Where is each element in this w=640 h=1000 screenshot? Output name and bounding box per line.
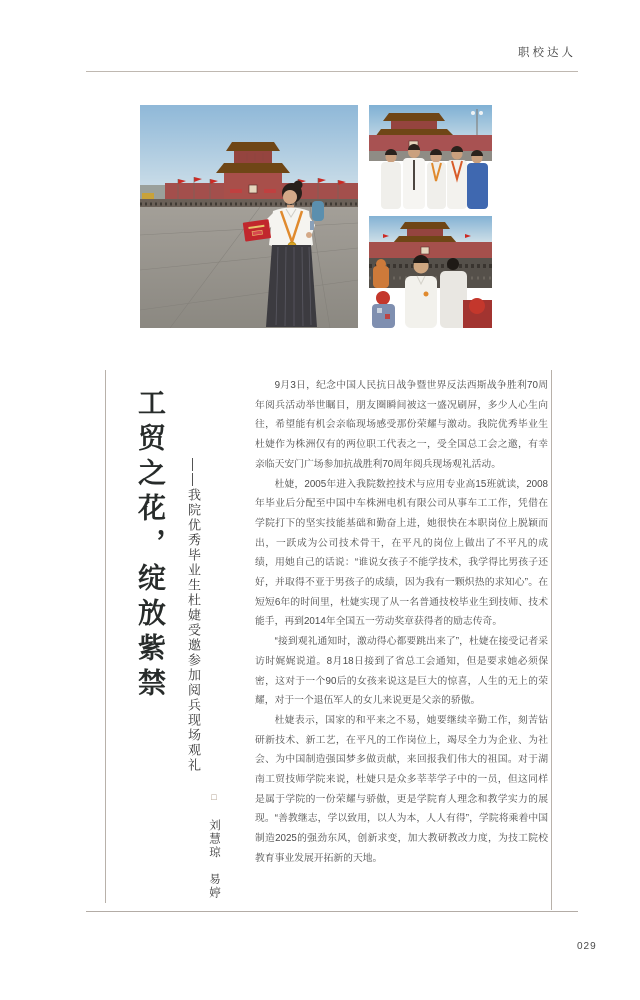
- article-body: [255, 376, 548, 869]
- header-rule: [86, 71, 578, 72]
- photo-small-group: [369, 105, 492, 209]
- article-subtitle-vertical: ——我院优秀毕业生杜婕受邀参加阅兵现场观礼: [186, 458, 201, 773]
- photo-large-tiananmen-graduate: [140, 105, 358, 328]
- author-marker-square-icon: □: [209, 792, 219, 804]
- authors-block: [206, 792, 222, 912]
- bystander-blob: [312, 201, 324, 221]
- page-header-label: 职校达人: [518, 47, 576, 59]
- article-left-rule: [105, 370, 106, 903]
- photo-small-crowd: [369, 216, 492, 328]
- crowd-strip: [140, 199, 358, 208]
- author-names: 刘慧琼 易婷: [208, 819, 220, 901]
- article-title-vertical: 工贸之花，绽放紫禁: [135, 388, 166, 703]
- paragraph: 杜婕，2005年进入我院数控技术与应用专业高15班就读，2008年毕业后分配至中国中车株洲电机有限公司从事车工工作，凭借在学院打下的坚实技能基础和勤奋上进，她很快在本职岗位上脱颖而出，一跃成为公司技术骨干，在平凡的岗位上做出了不平凡的成绩，用她自己的话说：“谁说女孩子不能学技术，我学得比男孩子还好，并取得不亚于男孩子的成绩，因为我有一颗炽热的求知心”。在短短6年的时间里，杜婕实现了从一名普通技校毕业生到技师、技术能手，再到2014年全国五一劳动奖章获得者的励志传奇。: [255, 478, 548, 628]
- red-invitation-card: [243, 219, 271, 241]
- paragraph: 杜婕表示，国家的和平来之不易，她要继续辛勤工作，刻苦钻研新技术、新工艺，在平凡的工作岗位上，竭尽全力为企业、为社会、为中国制造强国梦多做贡献，来回报我们伟大的祖国。对于湖南工贸技师学院来说，杜婕只是众多莘莘学子中的一员，但这同样是属于学院的一份荣耀与骄傲，更是学院育人理念和教学实力的展现。“善教继志，学以致用，以人为本，人人有得”，学院将乘着中国制造2025的强劲东风，创新求变，加大教研教改力度，为技工院校教育事业发展开拓新的天地。: [255, 714, 548, 864]
- paragraph: “接到观礼通知时，激动得心都要跳出来了”，杜婕在接受记者采访时娓娓说道。8月18日接到了省总工会通知，但是要求她必须保密，这对于一个90后的女孩来说这是巨大的惊喜，人生的无上的荣耀，对于一个退伍军人的女儿来说更是父亲的骄傲。: [255, 636, 548, 707]
- paragraph: 9月3日，纪念中国人民抗日战争暨世界反法西斯战争胜利70周年阅兵活动举世瞩目，朋友圈瞬间被这一盛况刷屏，多少人心生向往，希望能有机会亲临现场感受那份荣耀与激动。我院优秀毕业生杜婕作为株洲仅有的两位职工代表之一，受全国总工会之邀，有幸亲临天安门广场参加抗战胜利70周年阅兵现场观礼活动。: [255, 380, 548, 470]
- article-right-rule: [551, 370, 552, 910]
- page-number: 029: [577, 941, 597, 952]
- article-bottom-rule: [86, 911, 578, 912]
